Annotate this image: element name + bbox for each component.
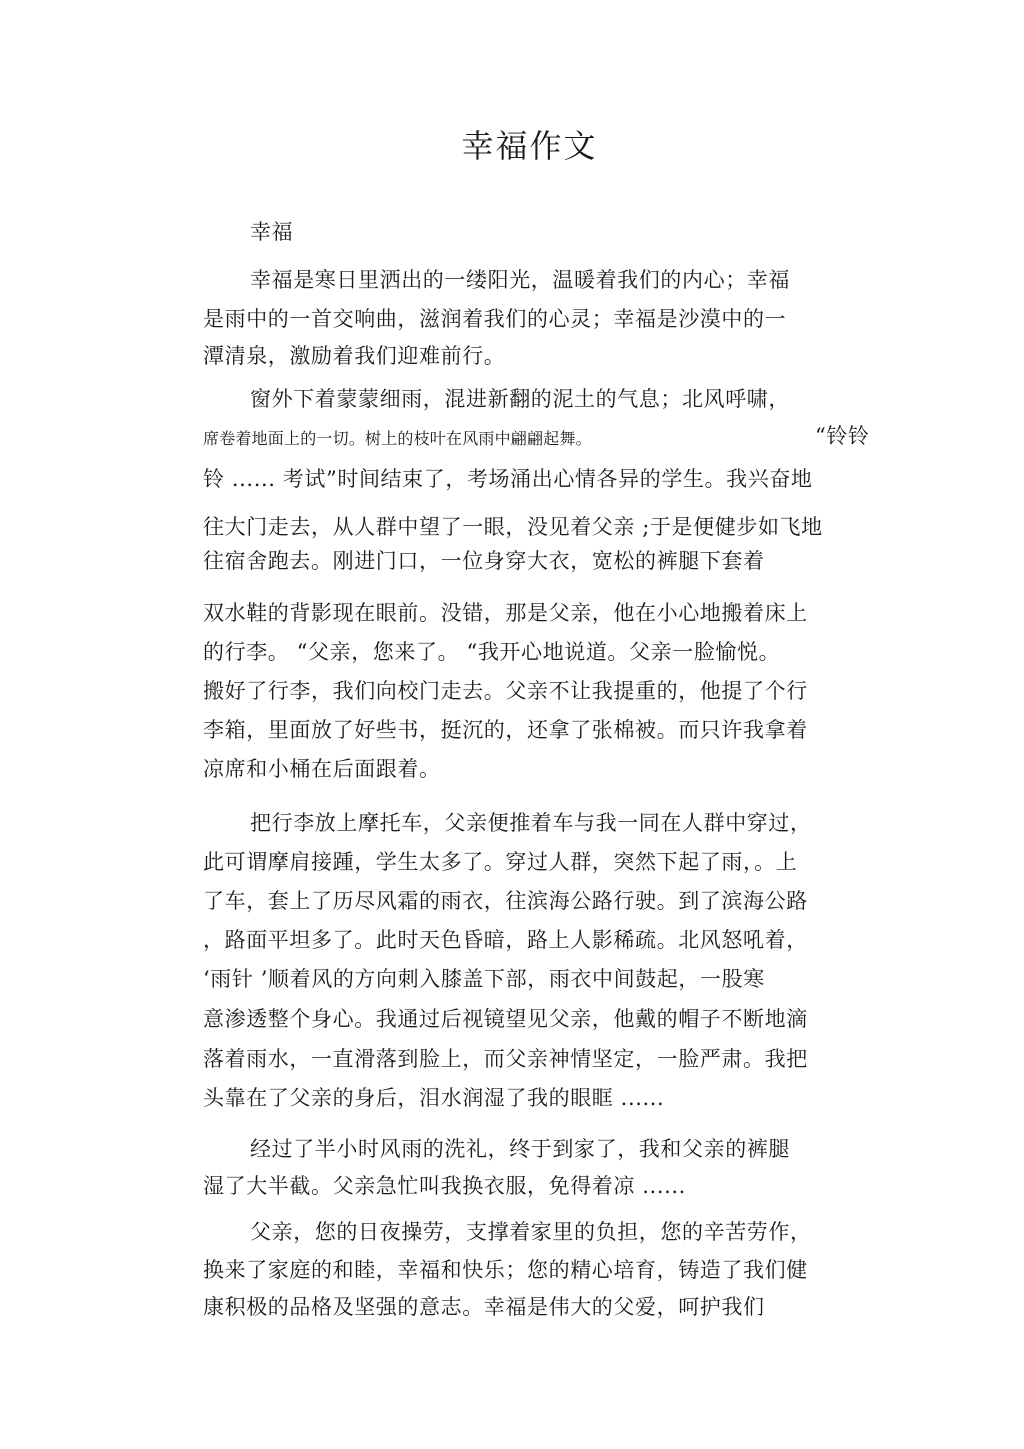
text-line: 席卷着地面上的一切。树上的枝叶在风雨中翩翩起舞。 — [203, 429, 592, 448]
text-line: 父亲，您的日夜操劳，支撑着家里的负担，您的辛苦劳作， — [250, 1220, 812, 1244]
text-line: 往宿舍跑去。刚进门口，一位身穿大衣，宽松的裤腿下套着 — [203, 549, 765, 573]
text-line: 了车，套上了历尽风霜的雨衣，往滨海公路行驶。到了滨海公路 — [203, 889, 808, 913]
text-line: ‘雨针 ’顺着风的方向刺入膝盖下部，雨衣中间鼓起，一股寒 — [203, 967, 765, 991]
text-line: 凉席和小桶在后面跟着。 — [203, 757, 441, 781]
text-line: 李箱，里面放了好些书，挺沉的，还拿了张棉被。而只许我拿着 — [203, 718, 808, 742]
text-line: 是雨中的一首交响曲，滋润着我们的心灵；幸福是沙漠中的一 — [203, 307, 787, 331]
text-line: 双水鞋的背影现在眼前。没错，那是父亲，他在小心地搬着床上 — [203, 601, 808, 625]
section-heading: 幸福 — [250, 220, 294, 244]
text-line: “铃铃 — [815, 424, 870, 448]
text-line: 头靠在了父亲的身后，泪水润湿了我的眼眶 ...... — [203, 1086, 665, 1110]
text-line: 落着雨水，一直滑落到脸上，而父亲神情坚定，一脸严肃。我把 — [203, 1047, 808, 1071]
text-line: ，路面平坦多了。此时天色昏暗，路上人影稀疏。北风怒吼着， — [203, 928, 808, 952]
text-line: 康积极的品格及坚强的意志。幸福是伟大的父爱，呵护我们 — [203, 1295, 765, 1319]
text-line: 此可谓摩肩接踵，学生太多了。穿过人群，突然下起了雨，。上 — [203, 850, 798, 874]
page-title: 幸福作文 — [461, 127, 598, 165]
text-line: 潭清泉，激励着我们迎难前行。 — [203, 344, 506, 368]
text-line: 换来了家庭的和睦，幸福和快乐；您的精心培育，铸造了我们健 — [203, 1258, 808, 1282]
text-line: 意渗透整个身心。我通过后视镜望见父亲，他戴的帽子不断地滴 — [203, 1007, 808, 1031]
text-line: 的行李。 “父亲，您来了。 “我开心地说道。父亲一脸愉悦。 — [203, 640, 781, 664]
text-line: 铃 ...... 考试”时间结束了，考场涌出心情各异的学生。我兴奋地 — [203, 467, 813, 491]
text-line: 湿了大半截。父亲急忙叫我换衣服，免得着凉 ...... — [203, 1174, 686, 1198]
text-line: 窗外下着蒙蒙细雨，混进新翻的泥土的气息；北风呼啸， — [250, 387, 790, 411]
text-line: 经过了半小时风雨的洗礼，终于到家了，我和父亲的裤腿 — [250, 1137, 790, 1161]
text-line: 把行李放上摩托车，父亲便推着车与我一同在人群中穿过， — [250, 811, 812, 835]
text-line: 往大门走去，从人群中望了一眼，没见着父亲 ;于是便健步如飞地 — [203, 515, 823, 539]
text-line: 搬好了行李，我们向校门走去。父亲不让我提重的，他提了个行 — [203, 679, 808, 703]
text-line: 幸福是寒日里洒出的一缕阳光，温暖着我们的内心；幸福 — [250, 268, 790, 292]
